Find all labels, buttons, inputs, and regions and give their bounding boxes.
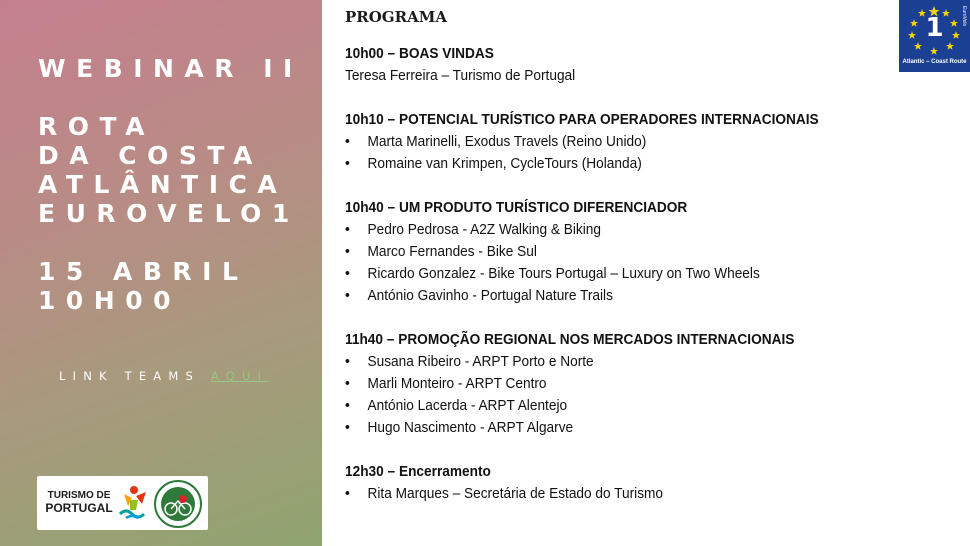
program-content (345, 43, 871, 527)
speaker-line: Teresa Ferreira – Turismo de Portugal (345, 67, 576, 84)
eurovelo-caption: Atlantic – Coast Route (902, 59, 967, 65)
event-title (38, 54, 303, 315)
speaker-item: • Susana Ribeiro - ARPT Porto e Norte (345, 353, 594, 370)
section-header: 10h40 – UM PRODUTO TURÍSTICO DIFERENCIADOR (345, 199, 688, 216)
cycling-seal-icon (153, 479, 203, 529)
speaker-item: • Marli Monteiro - ARPT Centro (345, 375, 547, 392)
teams-link-label: LINK TEAMS (59, 369, 200, 383)
turismo-portugal-symbol-icon (116, 484, 152, 522)
speaker-item: • Romaine van Krimpen, CycleTours (Holanda) (345, 155, 642, 172)
program-section (345, 461, 871, 505)
speaker-item: • Marta Marinelli, Exodus Travels (Reino Unido) (345, 133, 647, 150)
speaker-item: • Pedro Pedrosa - A2Z Walking & Biking (345, 221, 601, 238)
teams-link-row (59, 369, 268, 383)
title-eurovelo: EUROVELO1 (38, 199, 300, 228)
program-section (345, 197, 871, 307)
turismo-portugal-logo-text: TURISMO DE PORTUGAL (45, 490, 113, 515)
program-section (345, 43, 871, 87)
program-section (345, 329, 871, 439)
teams-link[interactable]: AQUI (210, 369, 269, 383)
speaker-item: • António Gavinho - Portugal Nature Trails (345, 287, 613, 304)
eurovelo-logo (899, 0, 970, 72)
section-header: 10h10 – POTENCIAL TURÍSTICO PARA OPERADORES INTERNACIONAIS (345, 111, 819, 128)
speaker-item: • Hugo Nascimento - ARPT Algarve (345, 419, 574, 436)
eurovelo-side-label: EuroVelo (961, 6, 967, 27)
program-heading: PROGRAMA (345, 8, 447, 26)
speaker-item: • Rita Marques – Secretária de Estado do Turismo (345, 485, 664, 502)
section-header: 10h00 – BOAS VINDAS (345, 45, 494, 62)
speaker-item: • Ricardo Gonzalez - Bike Tours Portugal – Luxury on Two Wheels (345, 265, 760, 282)
event-date: 15 ABRIL (38, 257, 249, 286)
partner-logos (37, 476, 208, 530)
program-section (345, 109, 871, 175)
section-header: 12h30 – Encerramento (345, 463, 491, 480)
title-rota: ROTA (38, 112, 155, 141)
title-da-costa: DA COSTA (38, 141, 263, 170)
section-header: 11h40 – PROMOÇÃO REGIONAL NOS MERCADOS INTERNACIONAIS (345, 331, 795, 348)
left-panel (0, 0, 322, 546)
speaker-item: • Marco Fernandes - Bike Sul (345, 243, 537, 260)
speaker-item: • António Lacerda - ARPT Alentejo (345, 397, 568, 414)
title-webinar: WEBINAR II (38, 54, 303, 83)
eurovelo-number: 1 (925, 13, 944, 43)
title-atlantica: ATLÂNTICA (38, 170, 288, 199)
event-time: 10H00 (38, 286, 182, 315)
